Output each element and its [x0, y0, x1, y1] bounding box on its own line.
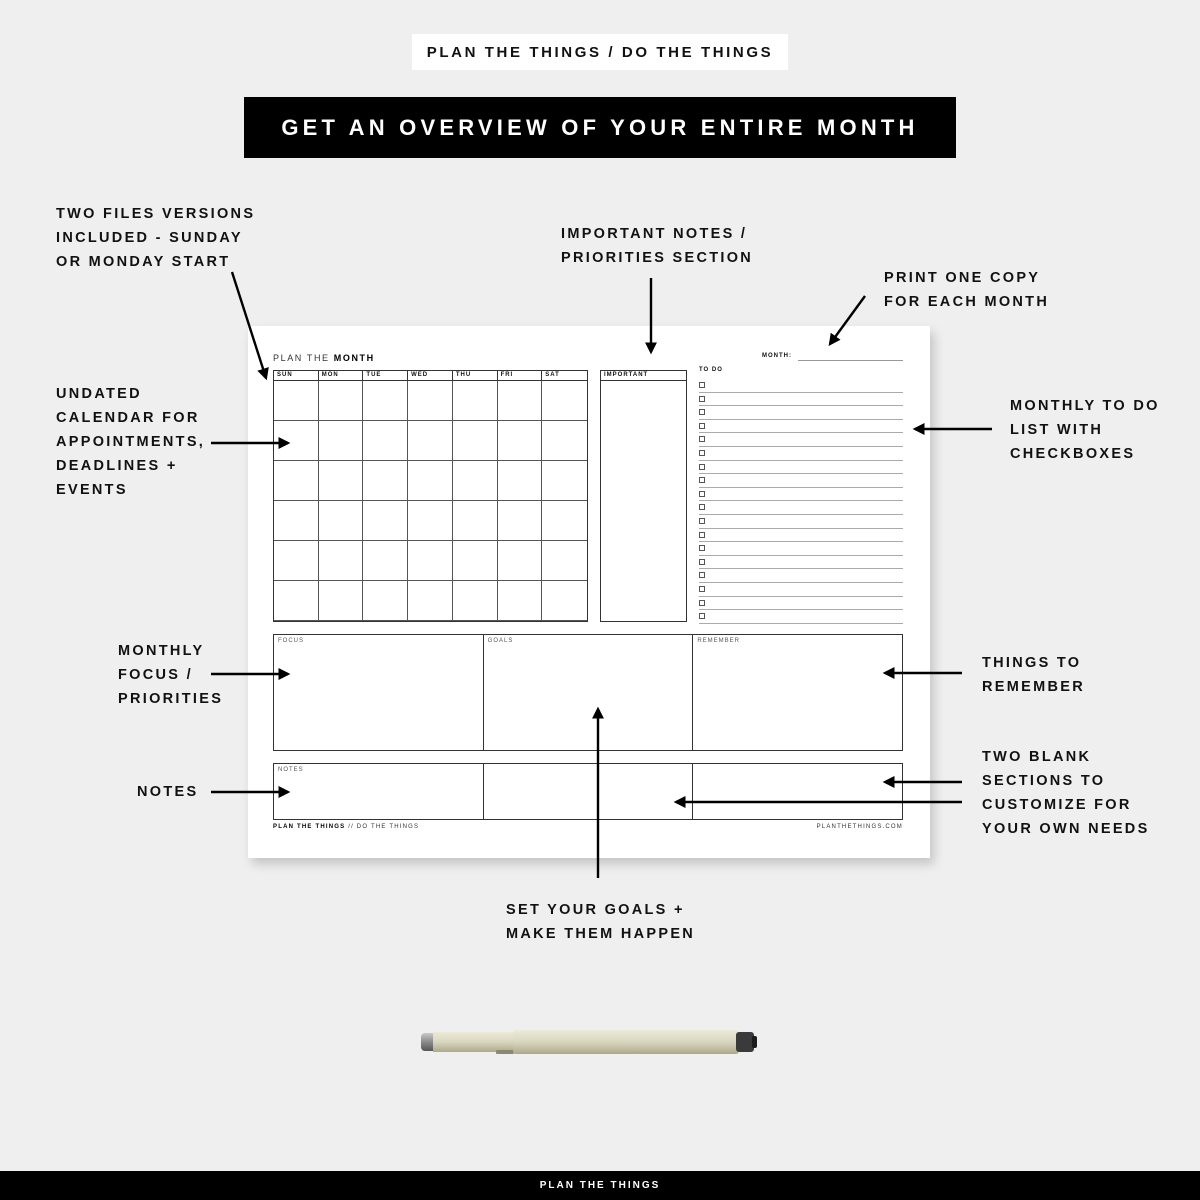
sheet-title-plain: PLAN THE [273, 353, 334, 363]
arrow-file-versions [232, 272, 266, 378]
weekday-header: FRI [498, 371, 543, 381]
callout-line: TWO BLANK [982, 749, 1092, 765]
footer-brand-bold: PLAN THE THINGS [273, 824, 346, 830]
weekday-header: MON [319, 371, 364, 381]
pen-illustration [418, 1026, 760, 1060]
callout-line: TWO FILES VERSIONS [56, 206, 256, 222]
footer-brand-plain: // DO THE THINGS [345, 824, 420, 830]
callout-line: PRIORITIES SECTION [561, 250, 754, 266]
notes-section: NOTES [274, 764, 484, 819]
focus-section: FOCUS [274, 635, 484, 750]
callout-line: OR MONDAY START [56, 254, 231, 270]
tagline-text: PLAN THE THINGS / DO THE THINGS [426, 43, 774, 61]
headline-text: GET AN OVERVIEW OF YOUR ENTIRE MONTH [281, 114, 919, 140]
callout-line: PRINT ONE COPY [884, 270, 1041, 286]
todo-label: TO DO [699, 367, 723, 373]
sheet-footer-site: PLANTHETHINGS.COM [816, 824, 903, 830]
callout-line: FOCUS / [118, 667, 193, 683]
weekday-header: WED [408, 371, 453, 381]
callout-line: SECTIONS TO [982, 773, 1106, 789]
callout-line: IMPORTANT NOTES / [561, 226, 748, 242]
callout-line: MONTHLY TO DO [1010, 398, 1160, 414]
callout-line: CUSTOMIZE FOR [982, 797, 1132, 813]
sheet-title-bold: MONTH [333, 353, 375, 363]
callout-line: APPOINTMENTS, [56, 434, 206, 450]
important-label: IMPORTANT [601, 371, 686, 381]
callout-line: INCLUDED - SUNDAY [56, 230, 243, 246]
month-label: MONTH: [762, 353, 792, 359]
callout-line: NOTES [137, 784, 199, 800]
callout-line: MAKE THEM HAPPEN [506, 926, 696, 942]
remember-section: REMEMBER [697, 638, 741, 644]
callout-line: THINGS TO [982, 655, 1082, 671]
callout-line: YOUR OWN NEEDS [982, 821, 1150, 837]
weekday-header: TUE [363, 371, 408, 381]
callout-line: FOR EACH MONTH [884, 294, 1050, 310]
weekday-header: THU [453, 371, 498, 381]
callout-line: REMEMBER [982, 679, 1085, 695]
callout-line: CHECKBOXES [1010, 446, 1136, 462]
footer-bar [0, 1171, 1200, 1200]
footer-bar-text: PLAN THE THINGS [539, 1180, 661, 1191]
callout-line: CALENDAR FOR [56, 410, 200, 426]
callout-line: UNDATED [56, 386, 142, 402]
callout-line: SET YOUR GOALS + [506, 902, 685, 918]
callout-line: DEADLINES + [56, 458, 178, 474]
callout-line: LIST WITH [1010, 422, 1104, 438]
goals-section: GOALS [484, 635, 694, 750]
weekday-header: SAT [542, 371, 587, 381]
callout-line: MONTHLY [118, 643, 205, 659]
callout-line: EVENTS [56, 482, 128, 498]
callout-line: PRIORITIES [118, 691, 224, 707]
arrow-print-copy [830, 296, 865, 344]
weekday-header: SUN [274, 371, 319, 381]
